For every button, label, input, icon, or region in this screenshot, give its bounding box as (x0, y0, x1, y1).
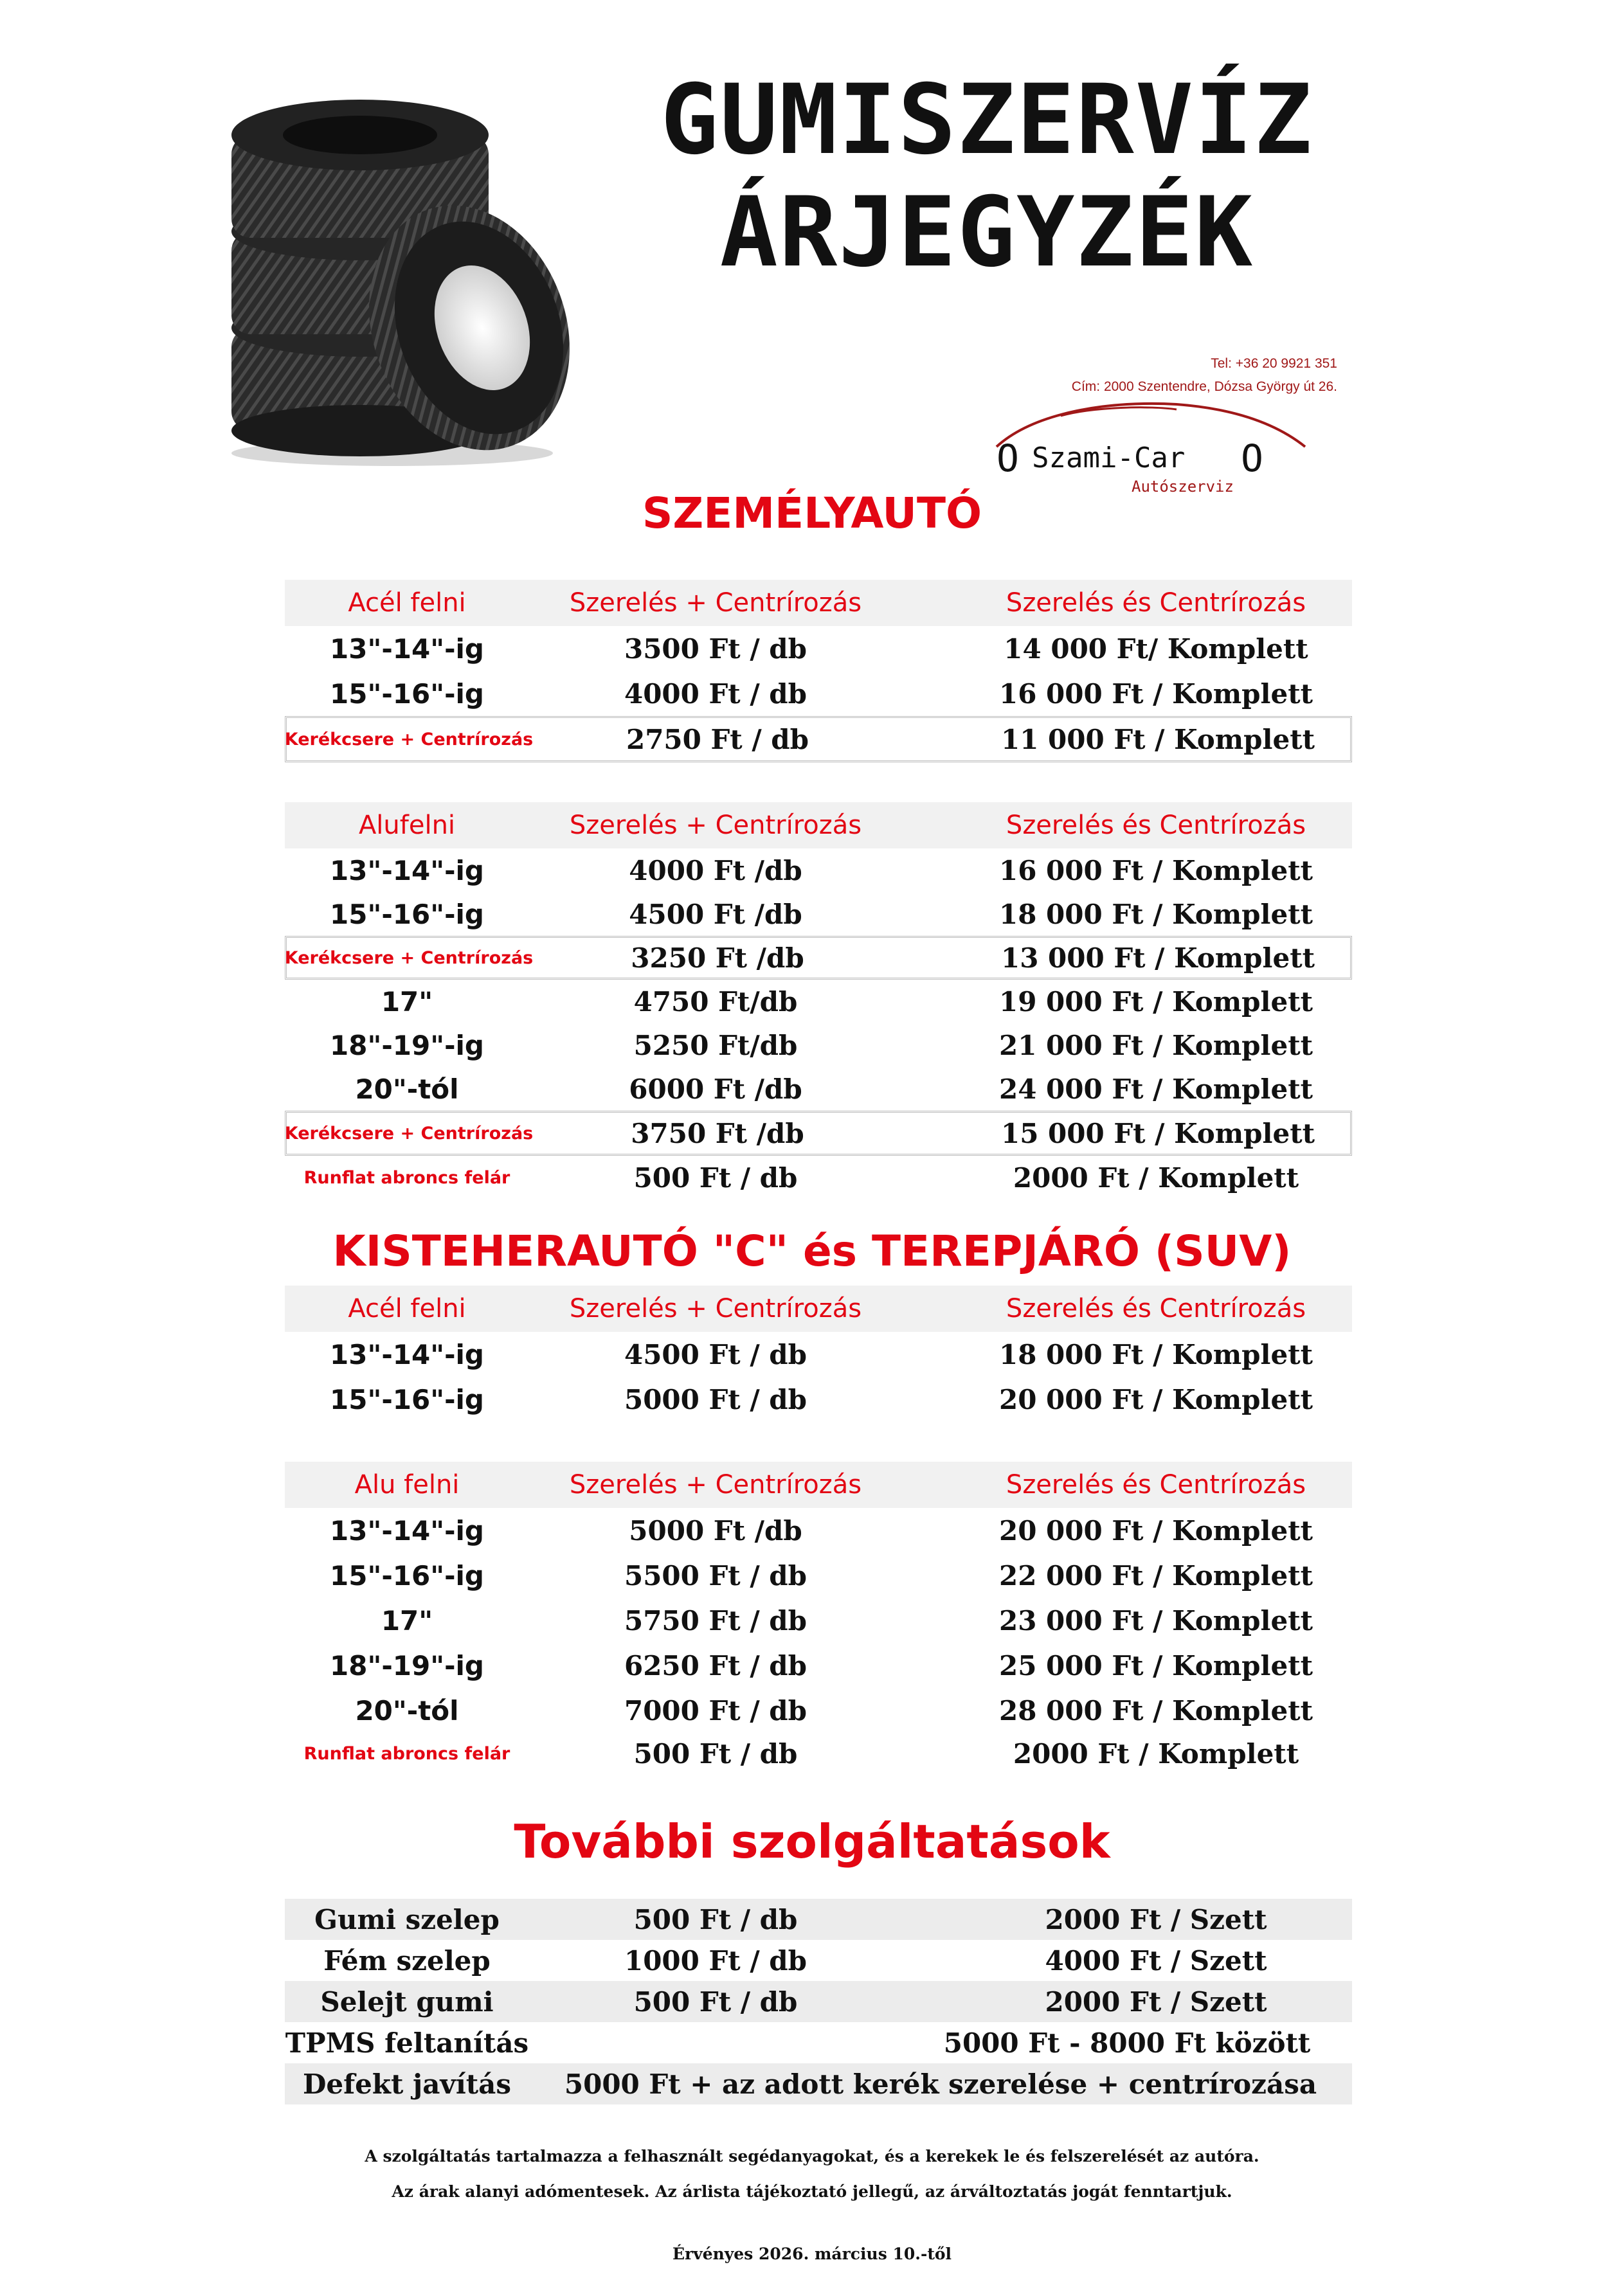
table-row-wheel-change (285, 1111, 1352, 1156)
row-price-komplett: 11 000 Ft / Komplett (1000, 723, 1315, 755)
footer-note-2: Az árak alanyi adómentesek. Az árlista tájékoztató jellegű, az árváltoztatás jogát fenntartjuk. (392, 2182, 1232, 2201)
row-size: 15"-16"-ig (330, 677, 484, 710)
table-row-wheel-change (285, 936, 1352, 980)
row-size: 20"-tól (355, 1694, 459, 1726)
row-price-per-db: 4750 Ft/db (633, 985, 798, 1018)
header-col-1: Acél felni (348, 588, 466, 618)
svg-text:O: O (997, 436, 1019, 480)
table-row (285, 1643, 1352, 1688)
table-row (285, 1899, 1352, 1940)
header-col-3: Szerelés és Centrírozás (1006, 588, 1306, 618)
row-price-komplett: 25 000 Ft / Komplett (998, 1649, 1313, 1682)
row-size: 17" (381, 1604, 433, 1637)
footer-validity: Érvényes 2026. március 10.-től (672, 2245, 952, 2263)
row-price-per-db: 500 Ft / db (633, 1986, 798, 2018)
header-col-3: Szerelés és Centrírozás (1006, 811, 1306, 840)
header-col-2: Szerelés + Centrírozás (569, 1470, 862, 1500)
row-service: Kerékcsere + Centrírozás (284, 1123, 534, 1144)
header-col-3: Szerelés és Centrírozás (1006, 1470, 1306, 1500)
header-col-2: Szerelés + Centrírozás (569, 588, 862, 618)
header-col-2: Szerelés + Centrírozás (569, 811, 862, 840)
row-price-range: 5000 Ft - 8000 Ft között (943, 2027, 1311, 2059)
row-price-per-db: 5750 Ft / db (624, 1604, 807, 1637)
row-price-komplett: 18 000 Ft / Komplett (998, 1338, 1313, 1370)
row-price-set: 2000 Ft / Szett (1045, 1986, 1267, 2018)
table-row (285, 2063, 1352, 2104)
row-price-komplett: 19 000 Ft / Komplett (998, 985, 1313, 1018)
row-price-set: 4000 Ft / Szett (1045, 1944, 1267, 1977)
row-price-per-db: 5000 Ft / db (624, 1383, 807, 1415)
row-price-per-db: 5250 Ft/db (633, 1029, 798, 1061)
row-price-komplett: 23 000 Ft / Komplett (998, 1604, 1313, 1637)
row-price-per-db: 500 Ft / db (633, 1161, 798, 1194)
table-row-wheel-change (285, 716, 1352, 762)
svg-text:O: O (1241, 436, 1263, 480)
row-price-komplett: 16 000 Ft / Komplett (998, 677, 1313, 710)
row-size: 15"-16"-ig (330, 898, 484, 930)
row-price-komplett: 20 000 Ft / Komplett (998, 1383, 1313, 1415)
row-price-komplett: 22 000 Ft / Komplett (998, 1559, 1313, 1592)
contact-address: Cím: 2000 Szentendre, Dózsa György út 26. (1071, 379, 1337, 394)
row-price-per-db: 3500 Ft / db (624, 632, 807, 665)
row-price-set: 2000 Ft / Szett (1045, 1903, 1267, 1935)
table-row-runflat (285, 1156, 1352, 1199)
table-row (285, 1688, 1352, 1733)
table-row (285, 2022, 1352, 2063)
tire-stack-image (212, 71, 572, 469)
row-price-per-db: 500 Ft / db (633, 1737, 798, 1770)
row-size: 13"-14"-ig (330, 1338, 484, 1370)
section-title-tovabbi: További szolgáltatások (514, 1815, 1110, 1869)
row-service: Runflat abroncs felár (303, 1167, 510, 1188)
svg-text:Autószerviz: Autószerviz (1132, 478, 1234, 496)
row-price-per-db: 5500 Ft / db (624, 1559, 807, 1592)
row-service: Runflat abroncs felár (303, 1743, 510, 1764)
section-title-kisteher: KISTEHERAUTÓ "C" és TEREPJÁRÓ (SUV) (332, 1226, 1292, 1276)
row-size: 15"-16"-ig (330, 1559, 484, 1592)
table-header (285, 1286, 1352, 1332)
row-price-per-db: 4000 Ft / db (624, 677, 807, 710)
row-service: Kerékcsere + Centrírozás (284, 729, 534, 749)
row-price-per-db: 4500 Ft /db (629, 898, 802, 930)
header-col-1: Acél felni (348, 1294, 466, 1323)
table-header (285, 802, 1352, 848)
table-row (285, 1067, 1352, 1111)
row-service: Selejt gumi (320, 1986, 494, 2018)
table-row (285, 1332, 1352, 1377)
table-row (285, 1508, 1352, 1553)
table-header (285, 1462, 1352, 1508)
svg-text:Szami-Car: Szami-Car (1032, 442, 1186, 474)
row-service: Kerékcsere + Centrírozás (284, 947, 534, 968)
row-size: 17" (381, 985, 433, 1018)
row-price-komplett: 13 000 Ft / Komplett (1000, 942, 1315, 974)
row-price-komplett: 20 000 Ft / Komplett (998, 1514, 1313, 1547)
row-price-komplett: 18 000 Ft / Komplett (998, 898, 1313, 930)
table-row (285, 1553, 1352, 1598)
row-size: 18"-19"-ig (330, 1649, 484, 1682)
row-price-komplett: 16 000 Ft / Komplett (998, 854, 1313, 886)
table-row (285, 671, 1352, 716)
table-row-runflat (285, 1733, 1352, 1774)
row-price-komplett: 15 000 Ft / Komplett (1000, 1117, 1315, 1149)
page-title (617, 64, 1357, 289)
row-price-per-db: 4500 Ft / db (624, 1338, 807, 1370)
contact-info (952, 352, 1337, 399)
row-price-komplett: 2000 Ft / Komplett (1013, 1161, 1299, 1194)
table-row (285, 848, 1352, 892)
row-size: 13"-14"-ig (330, 1514, 484, 1547)
row-service: TPMS feltanítás (285, 2027, 529, 2059)
row-price-komplett: 2000 Ft / Komplett (1013, 1737, 1299, 1770)
table-row (285, 1981, 1352, 2022)
row-price-komplett: 14 000 Ft/ Komplett (1004, 632, 1308, 665)
row-price-per-db: 4000 Ft /db (629, 854, 802, 886)
row-price-per-db: 3750 Ft /db (631, 1117, 804, 1149)
row-price-per-db: 500 Ft / db (633, 1903, 798, 1935)
row-price-komplett: 21 000 Ft / Komplett (998, 1029, 1313, 1061)
table-row (285, 1940, 1352, 1981)
table-header (285, 580, 1352, 626)
row-size: 20"-tól (355, 1073, 459, 1105)
section-title-szemelyauto: SZEMÉLYAUTÓ (642, 489, 982, 538)
row-size: 18"-19"-ig (330, 1029, 484, 1061)
row-price-per-db: 6000 Ft /db (629, 1073, 802, 1105)
title-line-2: ÁRJEGYZÉK (719, 177, 1254, 289)
row-price-komplett: 24 000 Ft / Komplett (998, 1073, 1313, 1105)
contact-phone: Tel: +36 20 9921 351 (1211, 356, 1337, 371)
row-price-per-db: 6250 Ft / db (624, 1649, 807, 1682)
row-size: 15"-16"-ig (330, 1383, 484, 1415)
title-line-1: GUMISZERVÍZ (660, 64, 1313, 176)
row-service: Fém szelep (323, 1944, 491, 1977)
row-price-description: 5000 Ft + az adott kerék szerelése + centrírozása (564, 2068, 1317, 2100)
row-price-per-db: 1000 Ft / db (624, 1944, 807, 1977)
footer-note-1: A szolgáltatás tartalmazza a felhasznált segédanyagokat, és a kerekek le és felszerelését az autóra. (365, 2147, 1259, 2166)
table-row (285, 626, 1352, 671)
header-col-2: Szerelés + Centrírozás (569, 1294, 862, 1323)
header-col-1: Alu felni (354, 1470, 460, 1500)
row-size: 13"-14"-ig (330, 854, 484, 886)
header-col-3: Szerelés és Centrírozás (1006, 1294, 1306, 1323)
table-row (285, 980, 1352, 1023)
table-row (285, 892, 1352, 936)
table-row (285, 1377, 1352, 1422)
row-price-per-db: 5000 Ft /db (629, 1514, 802, 1547)
row-price-per-db: 3250 Ft /db (631, 942, 804, 974)
row-price-per-db: 7000 Ft / db (624, 1694, 807, 1726)
table-row (285, 1598, 1352, 1643)
row-service: Gumi szelep (314, 1903, 500, 1935)
header-col-1: Alufelni (358, 811, 456, 840)
row-size: 13"-14"-ig (330, 632, 484, 665)
row-service: Defekt javítás (302, 2068, 512, 2100)
table-row (285, 1023, 1352, 1067)
row-price-komplett: 28 000 Ft / Komplett (998, 1694, 1313, 1726)
row-price-per-db: 2750 Ft / db (626, 723, 809, 755)
